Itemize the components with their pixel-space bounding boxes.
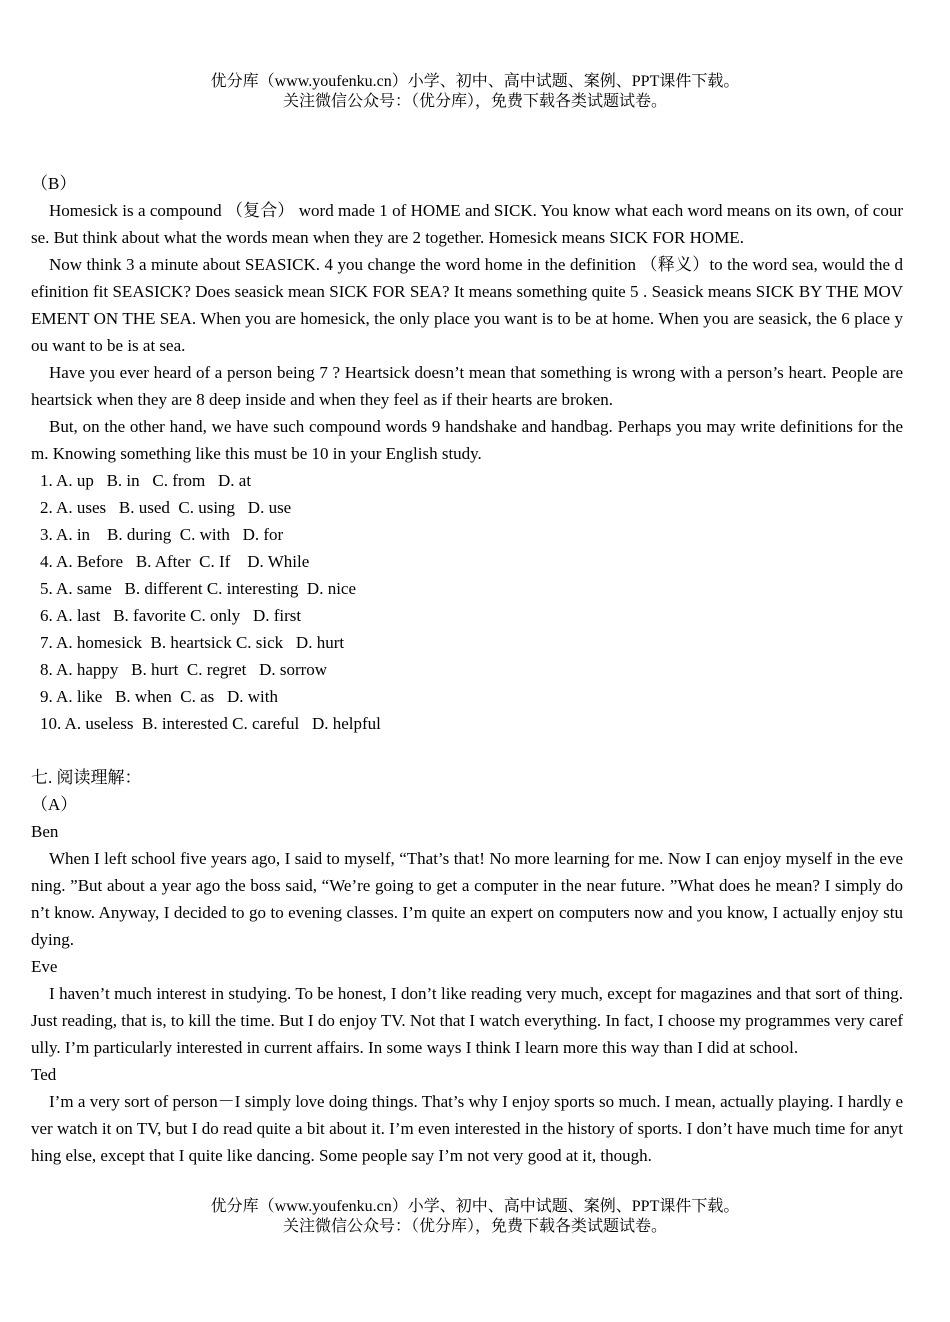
paragraph: I haven’t much interest in studying. To be honest, I don’t like reading very much, except for magazines and that sort of thing. Just reading, that is, to kill the time. But I do enjoy TV. Not that I watch everything. In fact, I choose my programmes very carefully. I’m particularly interested in current affairs. In some ways I think I learn more this way than I did at school. bbox=[31, 984, 903, 1057]
part-label: （A） bbox=[31, 795, 78, 814]
speaker-name: Ted bbox=[31, 1065, 57, 1084]
option-line: 3. A. in B. during C. with D. for bbox=[40, 525, 284, 544]
header-line-2: 关注微信公众号：（优分库），免费下载各类试题试卷。 bbox=[282, 93, 667, 110]
option-line: 9. A. like B. when C. as D. with bbox=[40, 687, 278, 706]
paragraph: But, on the other hand, we have such compound words 9 handshake and handbag. Perhaps you may write definitions for them. Knowing something like this must be 10 in your English study. bbox=[31, 417, 903, 463]
options-list bbox=[31, 467, 903, 737]
speaker-name: Ben bbox=[31, 822, 59, 841]
page-header bbox=[0, 72, 950, 112]
section-b-label: （B） bbox=[31, 174, 77, 193]
option-line: 10. A. useless B. interested C. careful D. helpful bbox=[40, 714, 381, 733]
option-line: 8. A. happy B. hurt C. regret D. sorrow bbox=[40, 660, 328, 679]
paragraph: I’m a very sort of person－I simply love doing things. That’s why I enjoy sports so much. I mean, actually playing. I hardly ever watch it on TV, but I do read quite a bit about it. I’m even interested in the history of sports. I don’t have much time for anything else, except that I quite like dancing. Some people say I’m not very good at it, though. bbox=[31, 1092, 903, 1165]
spacer bbox=[31, 737, 903, 764]
option-line: 6. A. last B. favorite C. only D. first bbox=[40, 606, 302, 625]
option-line: 2. A. uses B. used C. using D. use bbox=[40, 498, 292, 517]
option-line: 5. A. same B. different C. interesting D. nice bbox=[40, 579, 357, 598]
option-line: 7. A. homesick B. heartsick C. sick D. hurt bbox=[40, 633, 345, 652]
option-line: 1. A. up B. in C. from D. at bbox=[40, 471, 252, 490]
paragraph: When I left school five years ago, I said to myself, “That’s that! No more learning for me. Now I can enjoy myself in the evening. ”But about a year ago the boss said, “We’re going to get a computer in the near future. ”What does he mean? I simply don’t know. Anyway, I decided to go to evening classes. I’m quite an expert on computers now and you know, I actually enjoy studying. bbox=[31, 849, 903, 949]
footer-line-1: 优分库（www.youfenku.cn）小学、初中、高中试题、案例、PPT课件下载。 bbox=[210, 1198, 740, 1215]
paragraph: Have you ever heard of a person being 7 ? Heartsick doesn’t mean that something is wrong with a person’s heart. People are heartsick when they are 8 deep inside and when they feel as if their hearts are broken. bbox=[31, 363, 903, 409]
paragraph: Now think 3 a minute about SEASICK. 4 you change the word home in the definition （释义）to the word sea, would the definition fit SEASICK? Does seasick mean SICK FOR SEA? It means something quite 5 . Seasick means SICK BY THE MOVEMENT ON THE SEA. When you are homesick, the only place you want is to be at home. When you are seasick, the 6 place you want to be is at sea. bbox=[31, 255, 903, 355]
speaker-name: Eve bbox=[31, 957, 58, 976]
option-line: 4. A. Before B. After C. If D. While bbox=[40, 552, 310, 571]
page-footer bbox=[0, 1197, 950, 1237]
header-line-1: 优分库（www.youfenku.cn）小学、初中、高中试题、案例、PPT课件下载。 bbox=[210, 73, 740, 90]
footer-line-2: 关注微信公众号：（优分库），免费下载各类试题试卷。 bbox=[282, 1218, 667, 1235]
document-body bbox=[31, 170, 903, 1169]
section-title: 七. 阅读理解： bbox=[31, 768, 142, 787]
paragraph: Homesick is a compound （复合） word made 1 of HOME and SICK. You know what each word means on its own, of course. But think about what the words mean when they are 2 together. Homesick means SICK FOR HOME. bbox=[31, 201, 903, 247]
